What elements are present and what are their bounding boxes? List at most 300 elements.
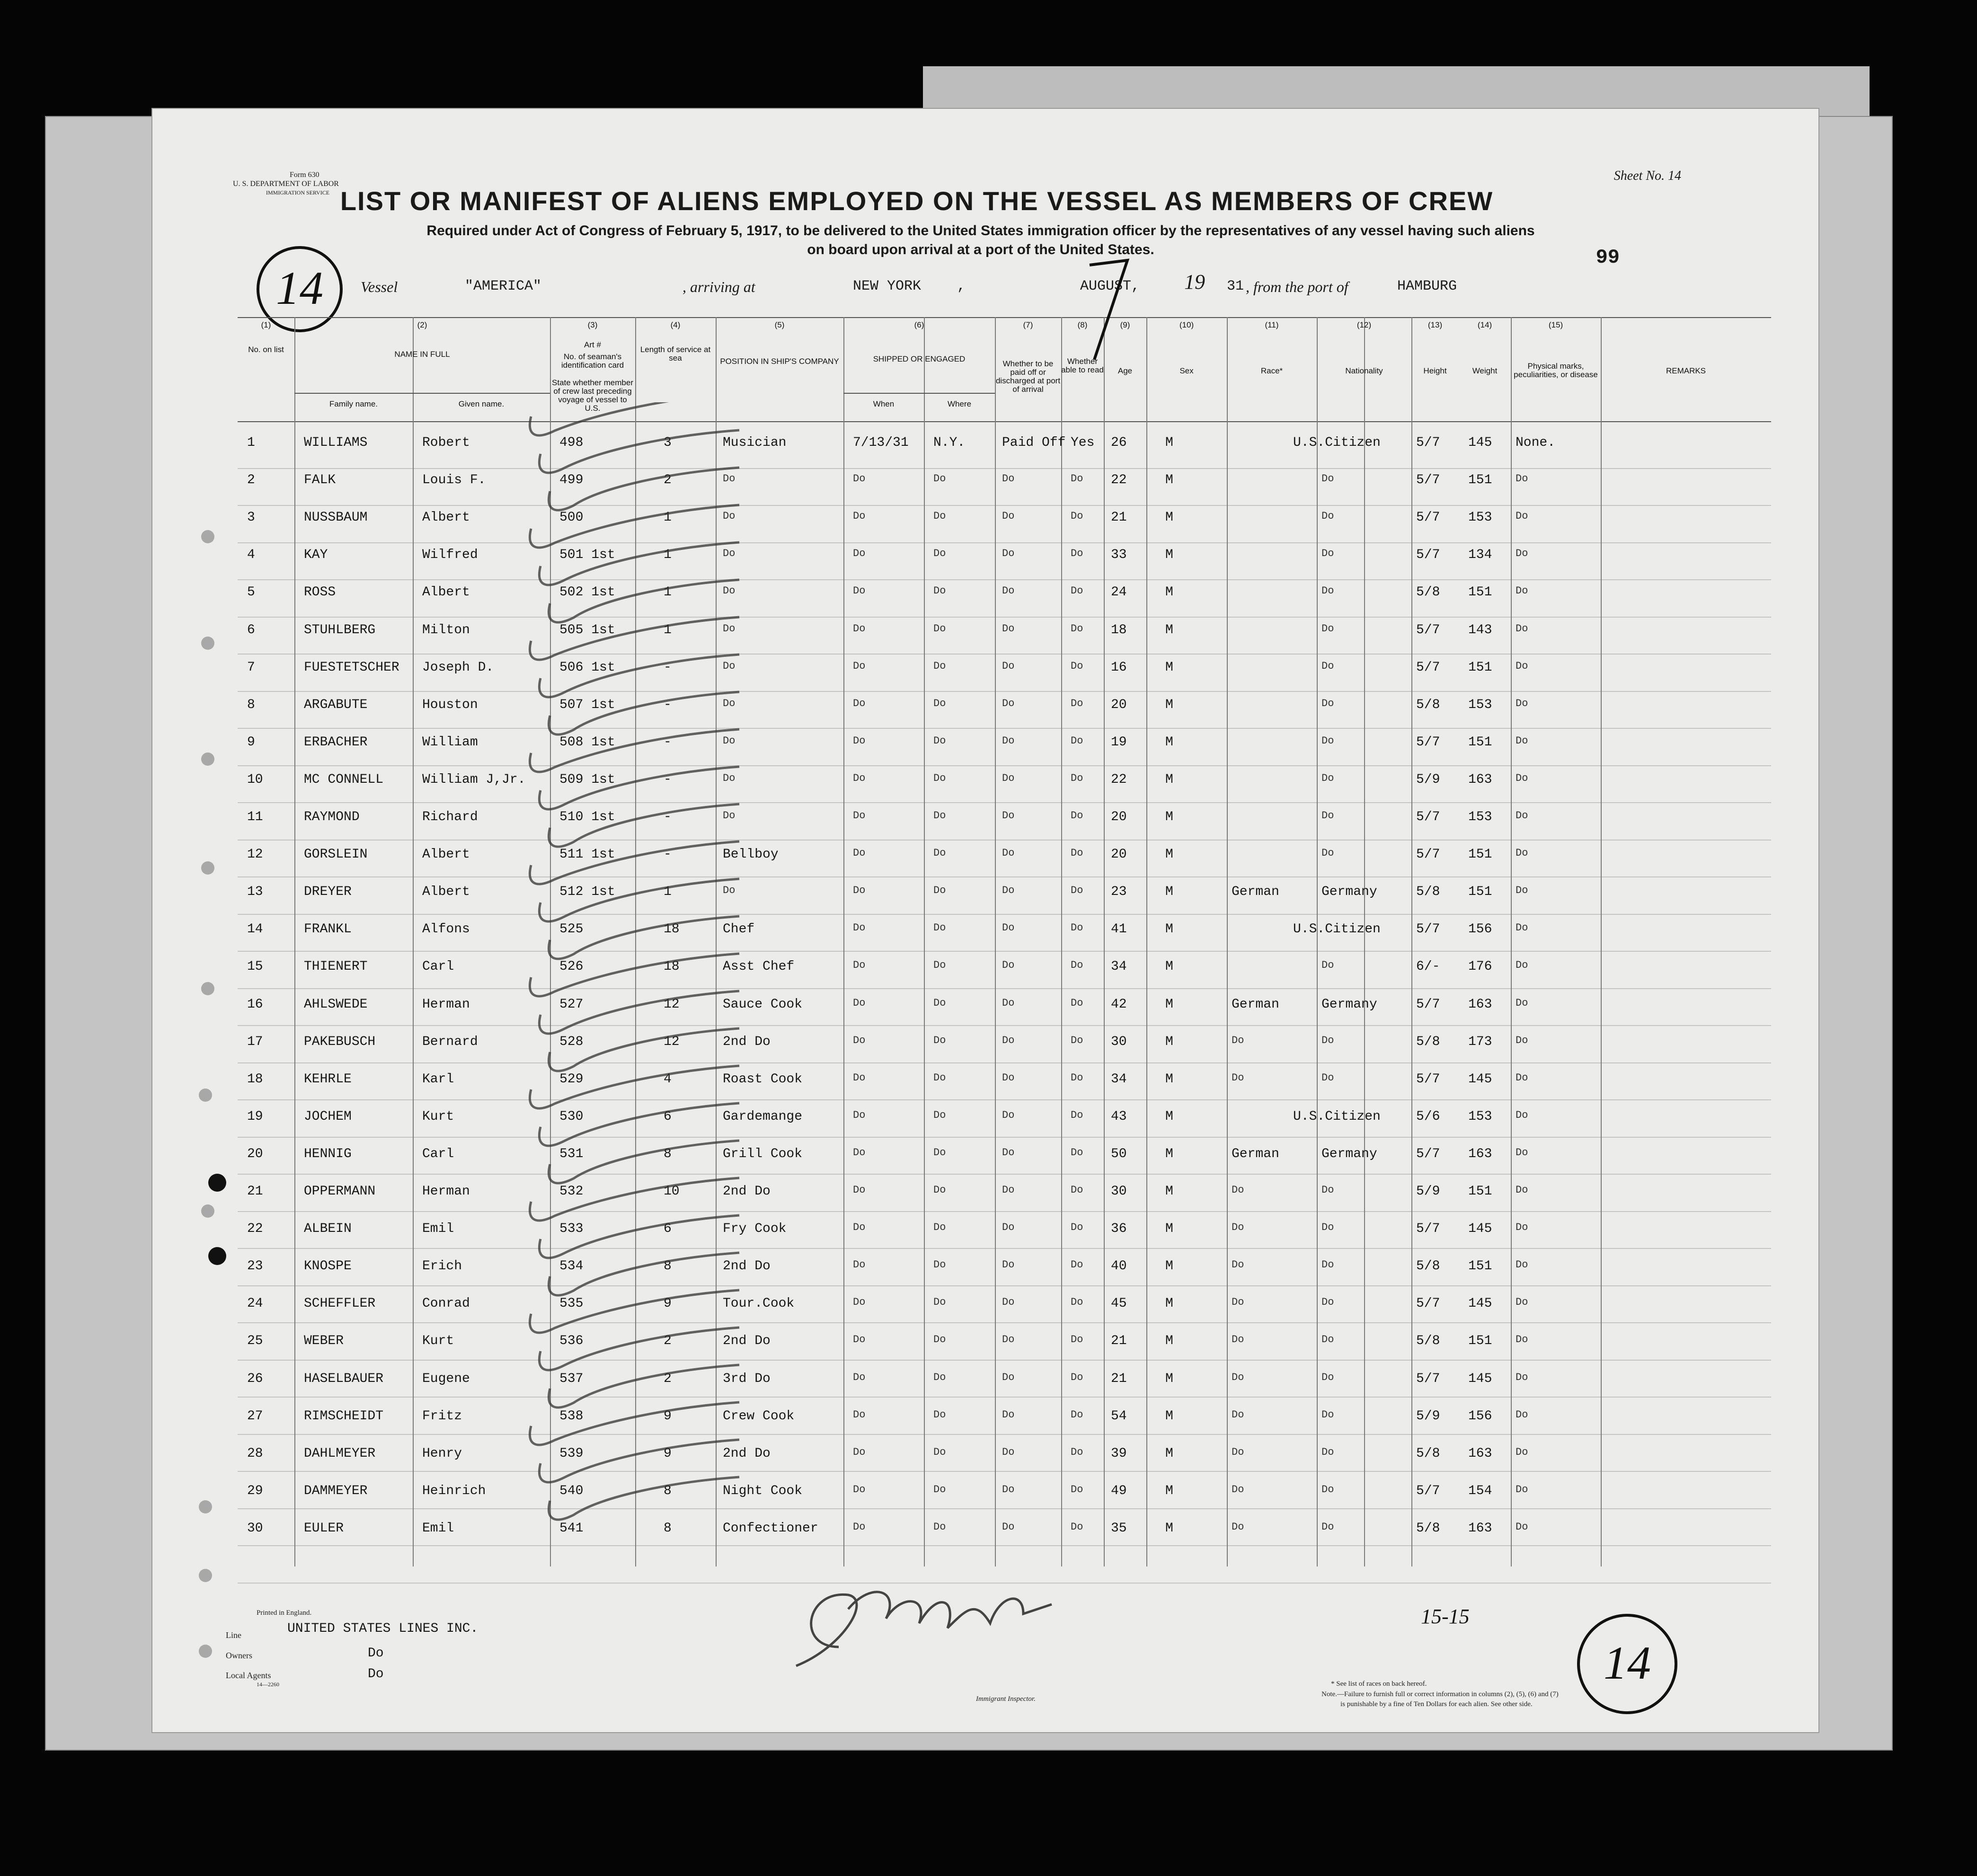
age: 22 (1111, 772, 1127, 787)
length-of-service: 1 (664, 885, 672, 900)
seaman-card-number: 528 (559, 1034, 584, 1049)
physical-marks: Do (1516, 922, 1528, 934)
header-position: POSITION IN SHIP'S COMPANY (720, 357, 839, 366)
circled-number-bottom-text: 14 (1604, 1637, 1651, 1689)
row-number: 26 (247, 1371, 263, 1386)
sex: M (1165, 772, 1173, 787)
height: 5/7 (1416, 810, 1440, 824)
weight: 163 (1468, 772, 1492, 787)
row-number: 30 (247, 1521, 263, 1536)
column-rule (1364, 317, 1365, 1566)
paid-off-status: Do (1002, 1071, 1015, 1084)
weight: 143 (1468, 622, 1492, 637)
row-number: 18 (247, 1071, 263, 1087)
nationality: Do (1321, 1259, 1334, 1271)
row-rule (238, 1137, 1771, 1138)
given-name: Kurt (422, 1334, 454, 1349)
given-name: Albert (422, 510, 470, 525)
physical-marks: Do (1516, 1296, 1528, 1309)
row-number: 4 (247, 548, 255, 563)
weight: 156 (1468, 1408, 1492, 1424)
header-height: Height (1423, 366, 1447, 375)
sex: M (1165, 510, 1173, 525)
shipped-when: Do (853, 772, 866, 784)
given-name: Eugene (422, 1371, 470, 1386)
shipped-when: Do (853, 1521, 866, 1533)
column-number: (12) (1356, 320, 1372, 329)
age: 20 (1111, 847, 1127, 862)
length-of-service: 8 (664, 1259, 672, 1274)
able-to-read: Do (1071, 510, 1083, 522)
seaman-card-number: 535 (559, 1296, 584, 1311)
column-number: (8) (1077, 320, 1088, 329)
header-given-name: Given name. (458, 399, 505, 408)
from-port: HAMBURG (1397, 278, 1457, 294)
sex: M (1165, 660, 1173, 675)
penalty-note-2: is punishable by a fine of Ten Dollars for each alien. See other side. (1340, 1700, 1533, 1708)
height: 5/7 (1416, 1296, 1440, 1311)
nationality: Germany (1321, 997, 1377, 1012)
sex: M (1165, 810, 1173, 824)
position: Do (723, 885, 736, 897)
shipped-where: Do (933, 959, 946, 972)
shipped-where: Do (933, 1034, 946, 1046)
family-name: FRANKL (304, 922, 352, 937)
length-of-service: - (664, 734, 672, 750)
height: 5/8 (1416, 1334, 1440, 1349)
given-name: Bernard (422, 1034, 478, 1049)
agents-label: Local Agents (226, 1671, 271, 1680)
able-to-read: Do (1071, 622, 1083, 635)
weight: 145 (1468, 1221, 1492, 1237)
height: 5/6 (1416, 1109, 1440, 1124)
column-number: (7) (1023, 320, 1033, 329)
shipped-where: Do (933, 1371, 946, 1383)
shipped-where: Do (933, 548, 946, 560)
family-name: RAYMOND (304, 810, 360, 824)
shipped-where: Do (933, 622, 946, 635)
sex: M (1165, 1334, 1173, 1349)
position: Asst Chef (723, 959, 795, 974)
age: 18 (1111, 622, 1127, 637)
binder-hole (199, 1500, 212, 1513)
physical-marks: Do (1516, 1446, 1528, 1458)
physical-marks: Do (1516, 1109, 1528, 1121)
physical-marks: Do (1516, 1146, 1528, 1159)
length-of-service: 1 (664, 622, 672, 637)
family-name: RIMSCHEIDT (304, 1408, 384, 1424)
given-name: Robert (422, 435, 470, 450)
able-to-read: Do (1071, 885, 1083, 897)
age: 50 (1111, 1146, 1127, 1161)
race: Do (1232, 1371, 1244, 1383)
position: Do (723, 660, 736, 672)
height: 5/8 (1416, 1521, 1440, 1536)
height: 5/7 (1416, 1371, 1440, 1386)
seaman-card-number: 527 (559, 997, 584, 1012)
paid-off-status: Do (1002, 847, 1015, 859)
nationality: Do (1321, 1483, 1334, 1495)
shipped-where: Do (933, 1109, 946, 1121)
physical-marks: Do (1516, 959, 1528, 972)
paid-off-status: Do (1002, 1296, 1015, 1309)
seaman-card-number: 537 (559, 1371, 584, 1386)
shipped-when: Do (853, 847, 866, 859)
sex: M (1165, 959, 1173, 974)
shipped-when: Do (853, 1371, 866, 1383)
able-to-read: Do (1071, 734, 1083, 747)
header-paid-off: Whether to be paid off or discharged at port of arrival (995, 359, 1061, 394)
height: 5/8 (1416, 1446, 1440, 1461)
physical-marks: Do (1516, 660, 1528, 672)
arrival-month: AUGUST, (1080, 278, 1140, 294)
family-name: DAMMEYER (304, 1483, 368, 1498)
line-value: UNITED STATES LINES INC. (287, 1621, 479, 1636)
given-name: Karl (422, 1071, 454, 1087)
weight: 153 (1468, 697, 1492, 712)
paid-off-status: Do (1002, 622, 1015, 635)
length-of-service: 3 (664, 435, 672, 450)
vessel-label: Vessel (361, 278, 398, 295)
height: 5/7 (1416, 997, 1440, 1012)
physical-marks: Do (1516, 1371, 1528, 1383)
position: Grill Cook (723, 1146, 803, 1161)
header-weight: Weight (1472, 366, 1498, 375)
seaman-card-number: 512 1st (559, 885, 615, 900)
shipped-where: Do (933, 734, 946, 747)
paid-off-status: Do (1002, 1259, 1015, 1271)
sex: M (1165, 622, 1173, 637)
row-number: 6 (247, 622, 255, 637)
able-to-read: Do (1071, 810, 1083, 822)
given-name: Carl (422, 1146, 454, 1161)
paid-off-status: Do (1002, 772, 1015, 784)
seaman-card-number: 499 (559, 473, 584, 488)
column-number: (13) (1427, 320, 1443, 329)
seaman-card-number: 534 (559, 1259, 584, 1274)
shipped-where: Do (933, 1483, 946, 1495)
paid-off-status: Do (1002, 922, 1015, 934)
position: Do (723, 510, 736, 522)
row-rule (238, 1211, 1771, 1212)
weight: 145 (1468, 435, 1492, 450)
weight: 173 (1468, 1034, 1492, 1049)
column-rule (924, 317, 925, 1566)
position: Bellboy (723, 847, 779, 862)
binder-hole (199, 1088, 212, 1102)
row-rule (238, 421, 1771, 422)
weight: 176 (1468, 959, 1492, 974)
seaman-card-number: 502 1st (559, 585, 615, 600)
row-number: 24 (247, 1296, 263, 1311)
family-name: WILLIAMS (304, 435, 368, 450)
seaman-card-number: 530 (559, 1109, 584, 1124)
age: 36 (1111, 1221, 1127, 1237)
row-number: 25 (247, 1334, 263, 1349)
row-number: 10 (247, 772, 263, 787)
binder-hole (201, 982, 214, 995)
header-family-name: Family name. (329, 399, 378, 408)
sex: M (1165, 1034, 1173, 1049)
height: 5/7 (1416, 548, 1440, 563)
row-number: 15 (247, 959, 263, 974)
length-of-service: 1 (664, 585, 672, 600)
age: 24 (1111, 585, 1127, 600)
sex: M (1165, 1109, 1173, 1124)
column-rule (1061, 317, 1062, 1566)
shipped-when: Do (853, 1071, 866, 1084)
able-to-read: Do (1071, 1296, 1083, 1309)
physical-marks: Do (1516, 510, 1528, 522)
sheet-number-value: 14 (1668, 168, 1681, 183)
column-number: (10) (1179, 320, 1194, 329)
family-name: ARGABUTE (304, 697, 368, 712)
able-to-read: Do (1071, 1034, 1083, 1046)
length-of-service: 9 (664, 1408, 672, 1424)
position: Do (723, 734, 736, 747)
physical-marks: Do (1516, 1184, 1528, 1196)
nationality: Do (1321, 959, 1334, 972)
nationality: Do (1321, 622, 1334, 635)
age: 34 (1111, 1071, 1127, 1087)
family-name: HENNIG (304, 1146, 352, 1161)
family-name: FUESTETSCHER (304, 660, 399, 675)
sex: M (1165, 1446, 1173, 1461)
height: 5/8 (1416, 697, 1440, 712)
nationality: Do (1321, 1034, 1334, 1046)
family-name: GORSLEIN (304, 847, 368, 862)
row-number: 19 (247, 1109, 263, 1124)
given-name: Joseph D. (422, 660, 494, 675)
sex: M (1165, 1259, 1173, 1274)
age: 39 (1111, 1446, 1127, 1461)
shipped-where: Do (933, 1521, 946, 1533)
shipped-when: Do (853, 922, 866, 934)
given-name: Albert (422, 585, 470, 600)
column-number: (2) (417, 320, 427, 329)
physical-marks: Do (1516, 1034, 1528, 1046)
row-rule (238, 654, 1771, 655)
age: 42 (1111, 997, 1127, 1012)
header-length-service: Length of service at sea (640, 345, 711, 363)
shipped-when: Do (853, 885, 866, 897)
nationality: Do (1321, 1296, 1334, 1309)
row-rule (238, 765, 1771, 766)
physical-marks: Do (1516, 473, 1528, 485)
able-to-read: Do (1071, 1521, 1083, 1533)
shipped-where: Do (933, 1146, 946, 1159)
position: 2nd Do (723, 1259, 771, 1274)
seaman-card-number: 509 1st (559, 772, 615, 787)
family-name: ALBEIN (304, 1221, 352, 1237)
physical-marks: Do (1516, 622, 1528, 635)
row-number: 3 (247, 510, 255, 525)
row-rule (238, 542, 1771, 543)
height: 6/- (1416, 959, 1440, 974)
printed-note: Printed in England. (257, 1609, 312, 1617)
shipped-when: Do (853, 660, 866, 672)
nationality: Do (1321, 473, 1334, 485)
given-name: Houston (422, 697, 478, 712)
position: Do (723, 473, 736, 485)
row-rule (238, 1434, 1771, 1435)
length-of-service: 1 (664, 510, 672, 525)
race: Do (1232, 1483, 1244, 1495)
family-name: ROSS (304, 585, 336, 600)
agents-value: Do (368, 1667, 384, 1681)
weight: 151 (1468, 660, 1492, 675)
shipped-where: N.Y. (933, 435, 966, 450)
department-label: U. S. DEPARTMENT OF LABOR (233, 180, 339, 188)
age: 19 (1111, 734, 1127, 750)
nationality: Do (1321, 1221, 1334, 1234)
penalty-note-1: Note.—Failure to furnish full or correct information in columns (2), (5), (6) and (7) (1321, 1690, 1559, 1698)
physical-marks: Do (1516, 1221, 1528, 1234)
shipped-when: Do (853, 1296, 866, 1309)
header-seaman-id: No. of seaman's identification card (561, 352, 624, 370)
row-rule (238, 802, 1771, 803)
physical-marks: Do (1516, 697, 1528, 709)
height: 5/9 (1416, 1184, 1440, 1199)
length-of-service: - (664, 697, 672, 712)
header-age: Age (1117, 366, 1133, 375)
form-code: 14—2260 (257, 1681, 279, 1688)
shipped-where: Do (933, 510, 946, 522)
seaman-card-number: 533 (559, 1221, 584, 1237)
column-rule (635, 317, 636, 1566)
row-number: 8 (247, 697, 255, 712)
column-number: (15) (1548, 320, 1563, 329)
physical-marks: Do (1516, 1521, 1528, 1533)
paid-off-status: Do (1002, 473, 1015, 485)
vessel-name: "AMERICA" (465, 278, 542, 294)
position: Crew Cook (723, 1408, 795, 1424)
row-rule (238, 951, 1771, 952)
sex: M (1165, 1408, 1173, 1424)
shipped-when: Do (853, 1259, 866, 1271)
sex: M (1165, 847, 1173, 862)
sex: M (1165, 548, 1173, 563)
paid-off-status: Do (1002, 1184, 1015, 1196)
height: 5/8 (1416, 1259, 1440, 1274)
sex: M (1165, 1221, 1173, 1237)
column-rule (716, 317, 717, 1566)
length-of-service: 10 (664, 1184, 680, 1199)
nationality: Germany (1321, 885, 1377, 900)
manifest-sheet (151, 108, 1819, 1733)
binder-hole (199, 1645, 212, 1658)
tally-mark: 15-15 (1421, 1605, 1470, 1628)
age: 30 (1111, 1184, 1127, 1199)
shipped-when: Do (853, 810, 866, 822)
seaman-card-number: 541 (559, 1521, 584, 1536)
sex: M (1165, 435, 1173, 450)
given-name: William J,Jr. (422, 772, 526, 787)
height: 5/7 (1416, 435, 1440, 450)
crew-table (238, 317, 1771, 1566)
position: Gardemange (723, 1109, 803, 1124)
able-to-read: Do (1071, 1259, 1083, 1271)
physical-marks: Do (1516, 548, 1528, 560)
header-seaman-id-note: State whether member of crew last preceding voyage of vessel to U.S. (552, 378, 633, 413)
row-number: 28 (247, 1446, 263, 1461)
paid-off-status: Do (1002, 660, 1015, 672)
column-rule (1146, 317, 1147, 1566)
shipped-when: Do (853, 510, 866, 522)
age: 21 (1111, 1334, 1127, 1349)
seaman-card-number: 506 1st (559, 660, 615, 675)
shipped-where: Do (933, 1296, 946, 1309)
sheet-number (1614, 168, 1681, 184)
weight: 154 (1468, 1483, 1492, 1498)
row-number: 22 (247, 1221, 263, 1237)
age: 54 (1111, 1408, 1127, 1424)
binder-hole (201, 861, 214, 875)
height: 5/7 (1416, 660, 1440, 675)
physical-marks: Do (1516, 585, 1528, 597)
row-rule (238, 317, 1771, 318)
length-of-service: 6 (664, 1109, 672, 1124)
physical-marks: Do (1516, 772, 1528, 784)
row-rule (238, 1174, 1771, 1175)
shipped-where: Do (933, 997, 946, 1009)
age: 45 (1111, 1296, 1127, 1311)
seaman-card-number: 508 1st (559, 734, 615, 750)
seaman-card-number: 536 (559, 1334, 584, 1349)
owners-label: Owners (226, 1651, 252, 1660)
position: Do (723, 622, 736, 635)
family-name: JOCHEM (304, 1109, 352, 1124)
shipped-when: Do (853, 1408, 866, 1421)
able-to-read: Do (1071, 959, 1083, 972)
shipped-where: Do (933, 922, 946, 934)
seaman-card-number: 507 1st (559, 697, 615, 712)
row-number: 14 (247, 922, 263, 937)
seaman-card-number: 500 (559, 510, 584, 525)
given-name: Herman (422, 1184, 470, 1199)
position: 2nd Do (723, 1184, 771, 1199)
able-to-read: Yes (1071, 435, 1095, 450)
given-name: Milton (422, 622, 470, 637)
shipped-where: Do (933, 1184, 946, 1196)
position: Musician (723, 435, 787, 450)
given-name: Heinrich (422, 1483, 486, 1498)
column-number: (9) (1120, 320, 1130, 329)
seaman-card-number: 511 1st (559, 847, 615, 862)
paid-off-status: Do (1002, 1371, 1015, 1383)
weight: 163 (1468, 997, 1492, 1012)
age: 21 (1111, 1371, 1127, 1386)
sex: M (1165, 585, 1173, 600)
shipped-when: Do (853, 1446, 866, 1458)
shipped-when: Do (853, 1483, 866, 1495)
header-shipped: SHIPPED OR ENGAGED (873, 354, 966, 363)
race: Do (1232, 1184, 1244, 1196)
position: Do (723, 810, 736, 822)
given-name: Henry (422, 1446, 462, 1461)
sex: M (1165, 1146, 1173, 1161)
able-to-read: Do (1071, 772, 1083, 784)
shipped-where: Do (933, 1259, 946, 1271)
age: 26 (1111, 435, 1127, 450)
race: Do (1232, 1521, 1244, 1533)
column-number: (1) (261, 320, 271, 329)
seaman-card-number: 498 (559, 435, 584, 450)
physical-marks: Do (1516, 1483, 1528, 1495)
header-no-on-list: No. on list (248, 345, 284, 354)
sex: M (1165, 1483, 1173, 1498)
row-rule (238, 1062, 1771, 1063)
